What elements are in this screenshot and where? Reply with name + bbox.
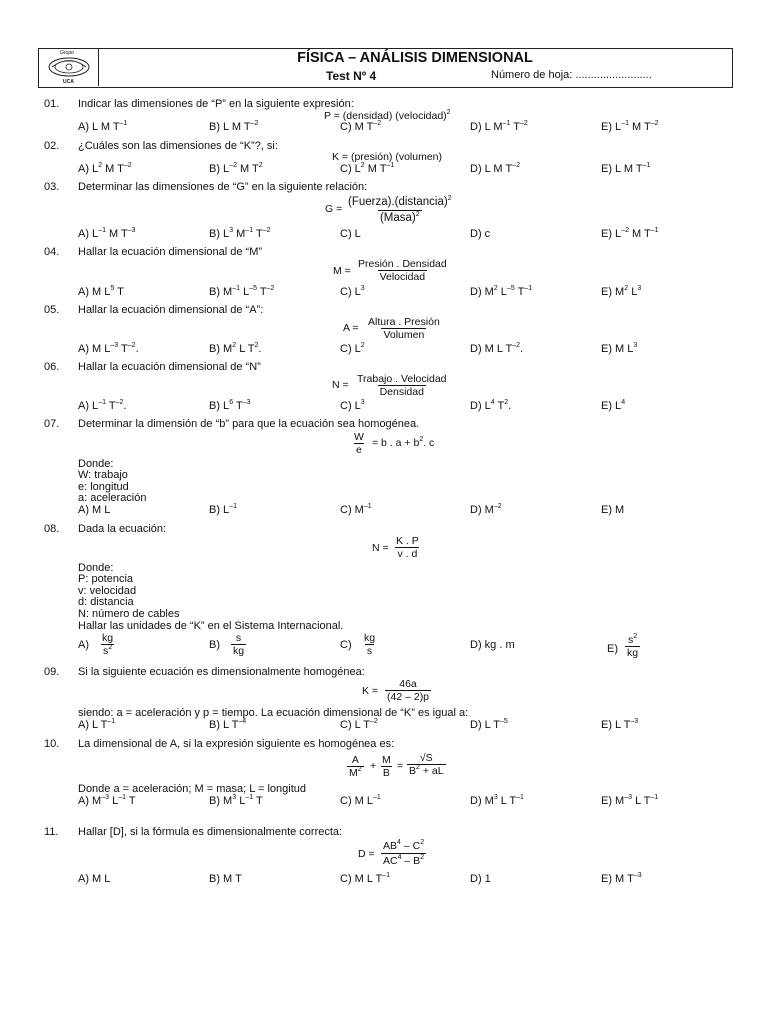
q7-option-e[interactable] [601,504,624,516]
q6-option-d-label: D) L [470,400,491,412]
q10-option-a[interactable]: A) $M^{-3}$ $L^{-1}$ T [78,794,136,807]
q3-number: 03. [44,181,60,193]
q1-equation: P = (densidad) (velocidad)$^2$ [324,109,451,122]
q4-text: Hallar la ecuación dimensional de “M” [78,246,263,258]
q1-option-d[interactable]: D) L $M^{-1}$ $T^{-2}$ [470,120,528,133]
q4-fraction [356,258,449,283]
test-number: Test Nº 4 [326,69,377,83]
q4-eq-lhs: M = [333,265,351,277]
q7-option-b[interactable]: B) $L^{-1}$ [209,503,237,516]
q2-option-c-label: C) L [340,163,361,175]
q6-fraction [355,373,449,398]
q11-option-e[interactable]: E) M $T^{-3}$ [601,872,642,885]
q9-option-b[interactable]: B) L $T^{-4}$ [209,718,247,731]
q1-option-b[interactable]: B) L M $T^{-2}$ [209,120,259,133]
q1-option-a-label: A) L M T [78,121,120,133]
q4-option-c-label: C) L [340,286,361,298]
q2-option-e[interactable]: E) L M $T^{-1}$ [601,162,651,175]
q8-def-d: d: distancia [78,596,134,608]
q5-eq-num: Altura . Presión [368,316,440,328]
q5-option-c-label: C) L [340,343,361,355]
q3-option-d-label: D) c [470,228,491,240]
q11-option-c[interactable]: C) M L $T^{-1}$ [340,872,390,885]
q5-option-b-label: B) M [209,343,233,355]
q8-def-v: v: velocidad [78,585,137,597]
q10-option-a-label: A) M [78,795,102,807]
q11-eq-num: AB [383,840,398,852]
q8-option-c-fraction [362,632,377,657]
q11-eq-num-tail: – C [400,840,421,852]
q8-option-c[interactable]: C) [340,639,352,651]
q8-fe-num: s [627,634,634,646]
q8-ask: Hallar las unidades de “K” en el Sistema Internacional. [78,620,344,632]
q7-def-a: a: aceleración [78,492,147,504]
q1-option-c[interactable]: C) M $T^{-2}$ [340,120,382,133]
q1-option-a[interactable]: A) L M $T^{-1}$ [78,120,128,133]
q4-eq-den: Velocidad [379,271,426,283]
q7-option-c-label: C) M [340,504,364,516]
q6-eq-num: Trabajo . Velocidad [357,373,447,385]
q9-option-e[interactable]: E) L $T^{-3}$ [601,718,639,731]
q1-option-e[interactable]: E) $L^{-1}$ M $T^{-2}$ [601,120,659,133]
q2-option-b-label: B) L [209,163,230,175]
q8-fraction [394,535,421,560]
q6-eq-lhs: N = [332,379,349,391]
q10-option-e[interactable]: E) $M^{-3}$ L $T^{-1}$ [601,794,659,807]
q10-f3-num: √S [419,752,433,764]
q10-f1-num: A [351,754,359,766]
q8-option-b-fraction [231,632,246,657]
q8-text: Dada la ecuación: [78,523,167,535]
q8-option-a-fraction: $\frac{kg}{s^2}$ [102,632,114,657]
q3-option-e[interactable]: E) $L^{-2}$ M $T^{-1}$ [601,227,659,240]
q5-fraction [366,316,442,341]
q7-text: Determinar la dimensión de “b” para que la ecuación sea homogénea. [78,418,420,430]
q10-number: 10. [44,738,60,750]
q10-fraction-2 [380,754,393,779]
q3-option-a[interactable]: A) $L^{-1}$ M $T^{-3}$ [78,227,136,240]
q7-eq-rhs: = b . $a + b^2$. c [372,436,435,449]
q7-option-a-label: A) M L [78,504,111,516]
q2-text: ¿Cuáles son las dimensiones de “K”?, si: [78,140,278,152]
q6-option-c-label: C) L [340,400,361,412]
q3-text: Determinar las dimensiones de “G” en la siguiente relación: [78,181,368,193]
q3-option-c[interactable] [340,228,361,240]
q7-option-e-label: E) M [601,504,625,516]
q7-def-w: W: trabajo [78,469,128,481]
q3-option-c-label: C) L [340,228,361,240]
q8-fe-den: kg [627,647,639,659]
q4-option-c[interactable]: C) $L^3$ [340,285,365,298]
q6-option-c[interactable]: C) $L^3$ [340,399,365,412]
q2-option-e-label: E) L M T [601,163,643,175]
q8-option-e-fraction: $\frac{s^2}{kg}$ [627,633,639,659]
q9-text: Si la siguiente ecuación es dimensionalmente homogénea: [78,666,365,678]
q10-f3-den: B [409,765,417,777]
q7-donde: Donde: [78,458,114,470]
q10-option-c-label: C) M L [340,795,373,807]
q2-number: 02. [44,140,60,152]
q11-option-d[interactable] [470,873,491,885]
q3-option-e-label: E) L [601,228,622,240]
q10-fraction-1: $\frac{A}{M^2}$ [349,754,362,779]
q2-option-b[interactable]: B) $L^{-2}$ M $T^2$ [209,162,263,175]
q8-fa-num: kg [102,632,114,644]
q6-text: Hallar la ecuación dimensional de “N” [78,361,261,373]
q1-text: Indicar las dimensiones de “P” en la siguiente expresión: [78,98,354,110]
q11-eq-den-tail: – B [401,855,421,867]
q4-eq-num: Presión . Densidad [358,258,447,270]
q5-option-e-label: E) M L [601,343,634,355]
q9-note: siendo: a = aceleración y p = tiempo. La ecuación dimensional de “K” es igual a: [78,707,469,719]
q4-option-a[interactable]: A) M $L^5$ T [78,285,124,298]
q7-eq-rhs-text: = b . a + b [372,437,420,449]
q9-option-d[interactable]: D) L $T^{-5}$ [470,718,508,731]
q4-option-d-label: D) M [470,286,494,298]
q10-option-b[interactable]: B) $M^3$ $L^{-1}$ T [209,794,263,807]
q4-option-b[interactable]: B) $M^{-1}$ $L^{-5}$ $T^{-2}$ [209,285,275,298]
q7-option-a[interactable] [78,504,110,516]
q11-option-d-label: D) 1 [470,873,491,885]
q9-eq-lhs: K = [362,685,379,697]
q5-option-a[interactable]: A) M $L^{-3}$ $T^{-2}$. [78,342,139,355]
q9-option-b-label: B) L T [209,719,239,731]
q8-donde: Donde: [78,562,114,574]
q11-number: 11. [44,826,59,838]
logo-caption: UCA [63,79,74,85]
q4-option-e[interactable]: E) $M^2$ $L^3$ [601,285,642,298]
q7-number: 07. [44,418,60,430]
q3-fraction: (Fuerza).(distancia)$^2$ (Masa)$^2$ [348,195,452,224]
q9-option-d-label: D) L T [470,719,500,731]
q5-eq-lhs: A = [343,322,359,334]
q2-option-a-label: A) L [78,163,99,175]
q5-option-b[interactable]: B) $M^2$ L $T^2$. [209,342,262,355]
q3-option-b-label: B) L [209,228,230,240]
q10-f3-den-tail: + aL [419,765,444,777]
q5-option-e[interactable]: E) M $L^3$ [601,342,638,355]
q10-plus: + [370,760,377,772]
q6-option-e-label: E) L [601,400,622,412]
q11-text: Hallar [D], si la fórmula es dimensionalmente correcta: [78,826,343,838]
q10-option-c[interactable]: C) M $L^{-1}$ [340,794,381,807]
q11-option-b-label: B) M T [209,873,242,885]
q10-option-e-label: E) M [601,795,625,807]
q8-number: 08. [44,523,60,535]
q6-number: 06. [44,361,60,373]
q3-eq-num: (Fuerza).(distancia) [348,196,448,208]
q8-option-b[interactable]: B) [209,639,220,651]
q6-option-d[interactable]: D) $L^4$ $T^2$. [470,399,512,412]
q6-option-a-label: A) L [78,400,99,412]
q7-eq-rhs-end: . c [423,437,435,449]
q1-option-e-label: E) L [601,121,622,133]
q11-option-c-label: C) M L T [340,873,383,885]
q10-note: Donde a = aceleración; M = masa; L = longitud [78,783,306,795]
q3-eq-den: (Masa) [379,212,416,224]
q9-number: 09. [44,666,60,678]
q11-option-e-label: E) M T [601,873,634,885]
q8-eq-num: K . P [396,535,419,547]
q6-option-a[interactable]: A) $L^{-1}$ $T^{-2}$. [78,399,127,412]
q11-option-a-label: A) M L [78,873,111,885]
q6-option-b[interactable]: B) $L^6$ $T^{-3}$ [209,399,251,412]
sheet-number: Número de hoja: ......................... [491,69,652,81]
q2-option-c[interactable]: C) $L^2$ M $T^{-1}$ [340,162,395,175]
q9-eq-num: 46a [399,678,417,690]
q10-option-b-label: B) M [209,795,233,807]
q8-fb-den: kg [233,645,245,657]
q8-option-e[interactable]: E) [607,643,618,655]
q8-def-p: P: potencia [78,573,134,585]
q11-option-b[interactable] [209,873,242,885]
q9-option-c[interactable]: C) L $T^{-2}$ [340,718,378,731]
q10-text: La dimensional de A, si la expresión siguiente es homogénea es: [78,738,395,750]
q5-option-c[interactable]: C) $L^2$ [340,342,365,355]
q11-eq-den: AC [383,855,398,867]
q3-eq-lhs: G = [325,203,343,215]
logo-top-text: Grupo [60,50,74,56]
q7-eq-num: W [354,431,364,443]
q8-eq-den: v . d [397,548,418,560]
q6-option-e[interactable]: E) $L^4$ [601,399,626,412]
q1-eq-text: P = (densidad) (velocidad) [324,110,447,122]
page-title: FÍSICA – ANÁLISIS DIMENSIONAL [297,50,533,66]
q3-option-b[interactable]: B) $L^3$ $M^{-1}$ $T^{-2}$ [209,227,271,240]
q7-option-b-label: B) L [209,504,230,516]
q10-option-d[interactable]: D) $M^3$ L $T^{-1}$ [470,794,524,807]
q5-text: Hallar la ecuación dimensional de “A”: [78,304,264,316]
q10-equals: = [397,760,404,772]
q10-f2-den: B [382,767,390,779]
q4-option-d[interactable]: D) $M^2$ $L^{-5}$ $T^{-1}$ [470,285,533,298]
q3-option-a-label: A) L [78,228,99,240]
q2-option-d-label: D) L M T [470,163,513,175]
q11-fraction: $\frac{AB^4 - C^2}{AC^4 - B^2}$ [383,839,425,867]
q6-eq-den: Densidad [379,386,424,398]
q8-fb-num: s [235,632,242,644]
q11-option-a[interactable] [78,873,110,885]
q10-fraction-3: $\frac{√S}{B^2 + aL}$ [409,752,444,777]
q9-option-e-label: E) L T [601,719,631,731]
q8-fc-den: s [366,645,373,657]
q7-option-c[interactable]: C) $M^{-1}$ [340,503,372,516]
q5-eq-den: Volumen [383,329,425,341]
q1-number: 01. [44,98,60,110]
q9-option-c-label: C) L T [340,719,370,731]
q9-eq-den: (42 – 2)p [387,691,430,703]
q8-eq-lhs: N = [372,542,389,554]
q7-option-d[interactable]: D) $M^{-2}$ [470,503,502,516]
q5-number: 05. [44,304,60,316]
q1-option-c-label: C) M T [340,121,374,133]
q7-fraction [352,431,366,456]
q1-option-b-label: B) L M T [209,121,251,133]
q5-option-d[interactable]: D) M L $T^{-2}$. [470,342,524,355]
q9-option-a-label: A) L T [78,719,108,731]
q8-def-n: N: número de cables [78,608,180,620]
q9-option-a[interactable]: A) L $T^{-1}$ [78,718,116,731]
q4-option-b-label: B) M [209,286,233,298]
q1-option-d-label: D) L M [470,121,503,133]
q5-option-d-label: D) M L T [470,343,513,355]
q11-eq-lhs: D = [358,848,375,860]
q2-option-a[interactable]: A) $L^2$ M $T^{-2}$ [78,162,132,175]
q3-option-d[interactable] [470,228,490,240]
q7-option-d-label: D) M [470,504,494,516]
q10-f2-num: M [382,754,391,766]
q4-option-a-label: A) M L [78,286,111,298]
q2-equation: K = (presión) (volumen) [332,151,442,163]
q5-option-a-label: A) M L [78,343,111,355]
q10-f1-den: M [349,767,358,779]
q8-option-a[interactable]: A) [78,639,89,651]
q9-fraction [385,678,431,703]
q7-eq-den: e [356,444,362,456]
q8-fc-num: kg [364,632,376,644]
q4-option-e-label: E) M [601,286,625,298]
q7-def-e: e: longitud [78,481,129,493]
q4-number: 04. [44,246,60,258]
q10-option-d-label: D) M [470,795,494,807]
q8-option-d[interactable]: D) kg . m [470,639,515,651]
q2-option-d[interactable]: D) L M $T^{-2}$ [470,162,520,175]
q8-fa-den: s [102,645,109,657]
q6-option-b-label: B) L [209,400,230,412]
